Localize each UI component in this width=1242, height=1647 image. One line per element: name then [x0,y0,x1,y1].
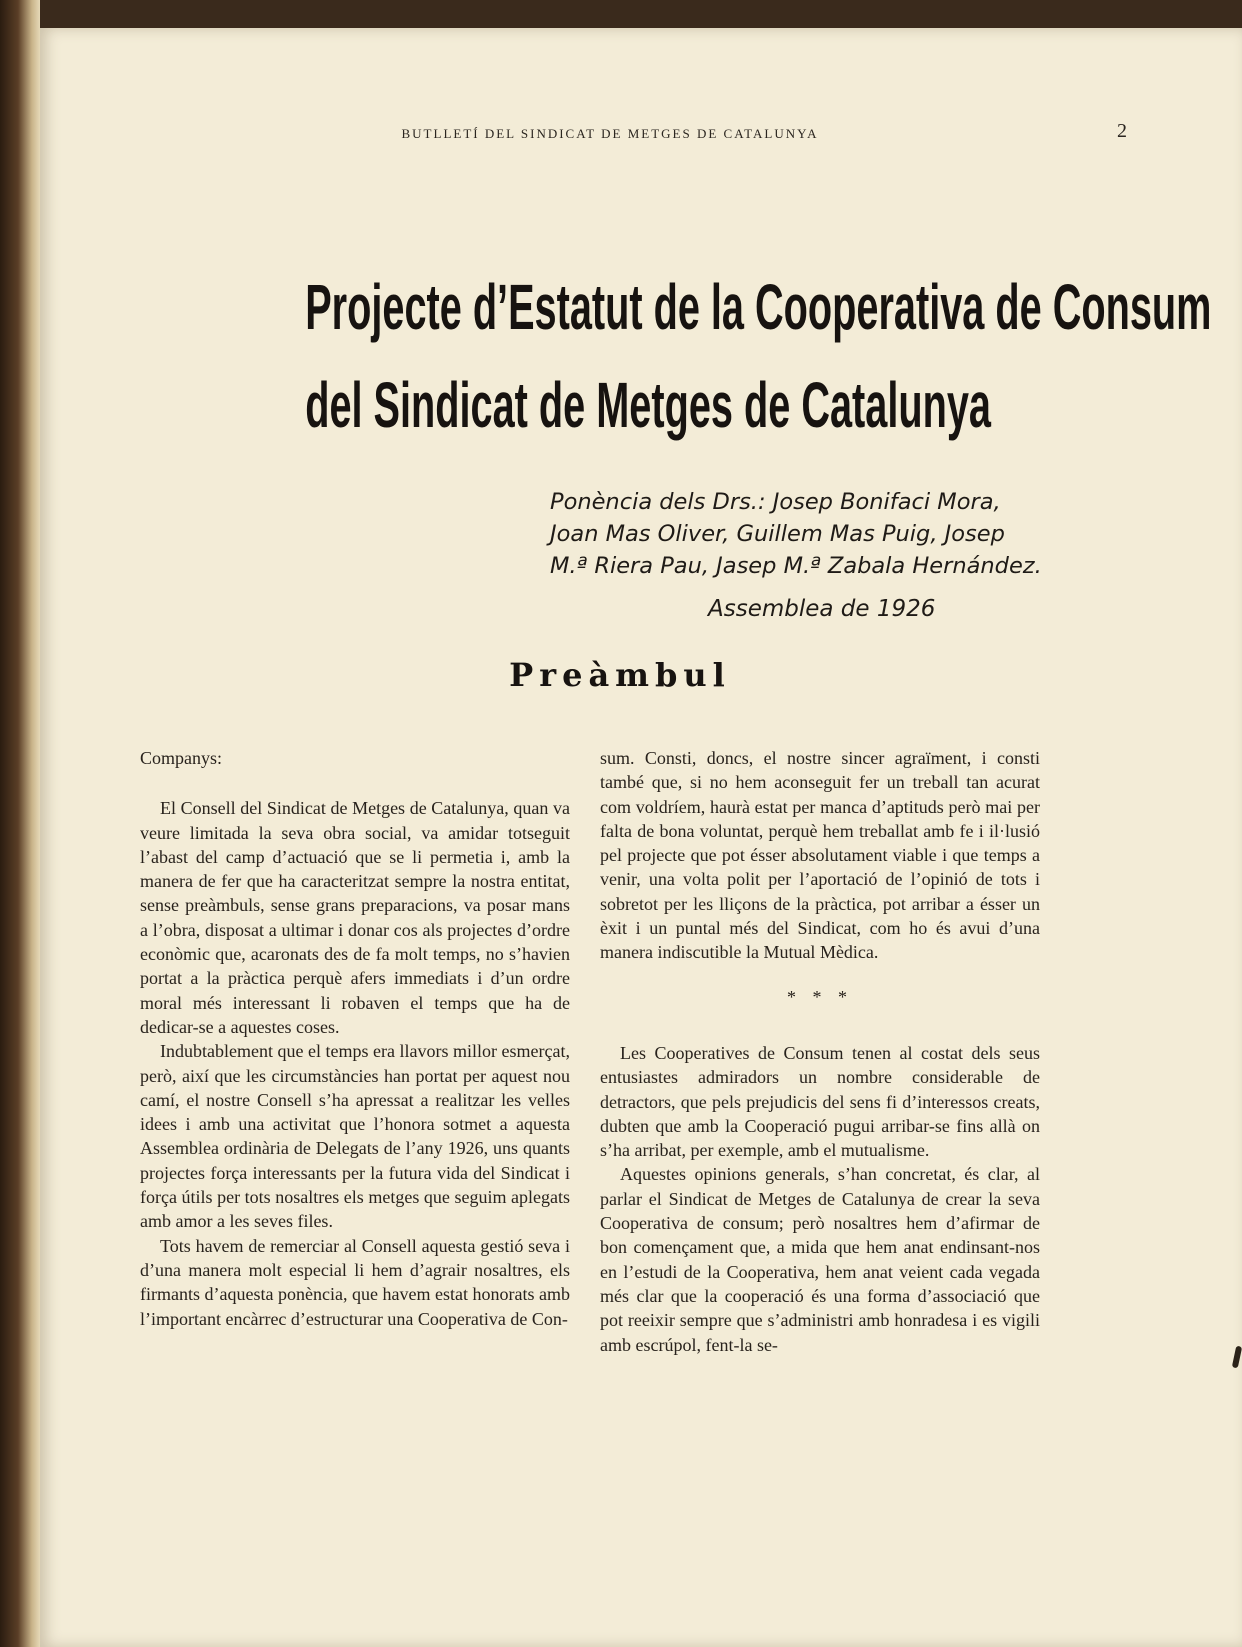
page-number: 2 [1117,120,1127,142]
running-head: BUTLLETÍ DEL SINDICAT DE METGES DE CATALUNYA [401,126,819,141]
paragraph: Les Cooperatives de Consum tenen al costat dels seus entusiastes admiradors un nombre considerable de detractors, que pels prejudicis del sens fi d’interessos creats, dubten que amb la Cooperació pugui arribar-se fins allà on s’ha arribat, per exemple, amb el mutualisme. [600,1042,1040,1161]
assembly-year: Assemblea de 1926 [708,596,936,622]
byline-line-3: M.ª Riera Pau, Jasep M.ª Zabala Hernández. [550,553,1042,579]
paragraph: Indubtablement que el temps era llavors millor esmerçat, però, així que les circumstàncies han portat per aquest nou camí, el nostre Consell s’ha apressat a realitzar les velles idees i amb una activitat que l’honora sotmet a aquesta Assemblea ordinària de Delegats de l’any 1926, uns quants projectes força interessants per la futura vida del Sindicat i força útils per tots nosaltres els metges que seguim aplegats amb amor a les seves files. [140,1041,570,1232]
ink-blot [1232,1346,1242,1369]
title-line-2: del Sindicat de Metges de Catalunya [305,369,991,441]
greeting: Companys: [140,748,223,768]
article-title [305,258,1212,454]
byline [550,486,1140,582]
paragraph: Aquestes opinions generals, s’han concretat, és clar, al parlar el Sindicat de Metges de Catalunya de crear la seva Cooperativa de consum; però nosaltres hem d’afirmar de bon començament que, a mida que hem anat endinsant-nos en l’estudi de la Cooperativa, hem anat veient cada vegada més clar que la cooperació és una forma d’associació que pot reeixir sempre que s’administri amb honradesa i es vigili amb escrúpol, fent-la se- [600,1164,1040,1355]
section-separator: * * * [787,986,853,1007]
right-column [600,746,1040,1357]
document-page [40,28,1242,1647]
section-heading: Preàmbul [509,656,731,694]
book-binding [0,0,40,1647]
paragraph: sum. Consti, doncs, el nostre sincer agraïment, i consti també que, si no hem aconseguit fer un treball tan acurat com voldríem, haurà estat per manca d’aptituds però mai per falta de bona voluntat, perquè hem treballat amb fe i il·lusió pel projecte que pot ésser absolutament viable i que temps a venir, una volta polit per l’aportació de l’opinió de tots i sobretot per les lliçons de la pràctica, pot arribar a ésser un èxit i un puntal més del Sindicat, com ho és avui d’una manera indiscutible la Mutual Mèdica. [600,748,1040,963]
paragraph: El Consell del Sindicat de Metges de Catalunya, quan va veure limitada la seva obra social, va amidar totseguit l’abast del camp d’actuació que se li permetia i, amb la manera de fer que ha caracteritzat sempre la nostra entitat, sense preàmbuls, sense grans preparacions, va posar mans a l’obra, disposat a ultimar i donar cos als projectes d’ordre econòmic que, acaronats des de fa molt temps, no s’havien portat a la pràctica perquè afers immediats i d’un ordre moral més interessant li robaven el temps que ha de dedicar-se a aquestes coses. [140,798,570,1037]
byline-line-2: Joan Mas Oliver, Guillem Mas Puig, Josep [550,521,1005,547]
left-column [140,746,570,1331]
paragraph: Tots havem de remerciar al Consell aquesta gestió seva i d’una manera molt especial li hem d’agrair nosaltres, els firmants d’aquesta ponència, que havem estat honorats amb l’important encàrrec d’estructurar una Cooperativa de Con- [140,1235,570,1329]
byline-line-1: Ponència dels Drs.: Josep Bonifaci Mora, [550,489,1001,515]
title-line-1: Projecte d’Estatut de la Cooperativa de Consum [305,271,1212,343]
